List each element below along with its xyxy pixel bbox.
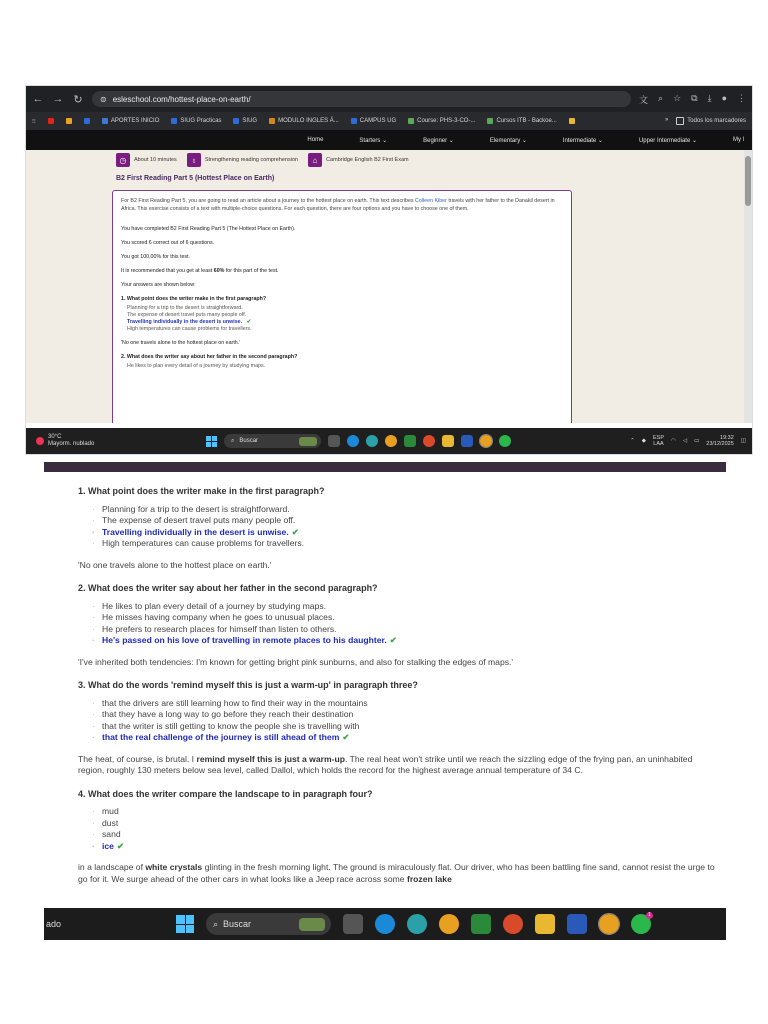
powerpoint-icon[interactable]	[423, 435, 435, 447]
nav-elementary[interactable]: Elementary ⌄	[489, 137, 527, 144]
question-1-title: 1. What point does the writer make in the first paragraph?	[78, 486, 325, 496]
apps-icon[interactable]: ⁝⁝	[32, 118, 36, 125]
score-text: You scored 6 correct out of 6 questions.	[121, 240, 215, 246]
bookmark-folder[interactable]	[569, 118, 575, 124]
system-tray	[630, 435, 752, 447]
answers-list	[44, 472, 726, 885]
battery-icon[interactable]: ▭	[694, 438, 700, 444]
more-bookmarks-button[interactable]: »	[664, 117, 669, 123]
taskbar-search[interactable]: ⌕ Buscar	[224, 434, 321, 448]
notifications-icon[interactable]: ◫	[740, 438, 746, 444]
check-icon: ✔	[291, 526, 299, 537]
nav-upper-intermediate[interactable]: Upper Intermediate ⌄	[638, 137, 697, 144]
option: · He likes to plan every detail of a journey by studying maps.	[78, 601, 726, 613]
translate-icon[interactable]: 文	[639, 94, 649, 105]
zoom-icon[interactable]: ⌕	[658, 92, 664, 103]
option: Planning for a trip to the desert is straightforward.	[127, 305, 243, 311]
menu-icon[interactable]: ⋮	[737, 92, 746, 103]
edge-icon[interactable]	[347, 435, 359, 447]
start-icon[interactable]	[206, 436, 217, 447]
clock[interactable]: 19:32 23/12/2025	[706, 435, 734, 447]
search-icon: ⌕	[231, 437, 235, 444]
correct-option: · Travelling individually in the desert is unwise. ✔	[78, 527, 726, 539]
option: · The expense of desert travel puts many people off.	[78, 515, 726, 527]
language-indicator[interactable]: ESP LAA	[653, 435, 665, 447]
chevron-up-icon[interactable]: ⌃	[630, 438, 635, 444]
question-1-title: 1. What point does the writer make in the first paragraph?	[121, 296, 267, 302]
chrome-active-icon[interactable]	[480, 435, 492, 447]
author-link[interactable]: Colleen Kiber	[415, 198, 447, 204]
question-1-options	[121, 305, 563, 333]
browser-screenshot	[26, 86, 752, 454]
correct-option: · that the real challenge of the journey is still ahead of them ✔	[78, 732, 726, 744]
recommend-text: It is recommended that you get at least 60% for this part of the test.	[121, 268, 279, 274]
word-icon[interactable]	[567, 914, 587, 934]
nav-intermediate[interactable]: Intermediate ⌄	[562, 137, 603, 144]
duration-label: About 10 minutes	[134, 157, 177, 163]
search-highlight-icon	[299, 437, 317, 446]
site-info-icon[interactable]: ⊜	[100, 94, 107, 104]
bookmark-item[interactable]	[84, 118, 90, 124]
option: · that they have a long way to go before they reach their destination	[78, 709, 726, 721]
volume-icon[interactable]: ◁	[682, 438, 688, 444]
paragraph-4-excerpt: in a landscape of white crystals glinting in the fresh morning light. The ground is miraculously flat. Our driver, who has been battling fine sand, cannot resist the urge to go for it. We surge ahead of the other cars in what looks like a Jeep race across some frozen lake	[78, 862, 715, 884]
windows-taskbar-zoomed	[44, 908, 726, 940]
question-2-options	[78, 601, 726, 647]
browser-toolbar	[26, 86, 752, 112]
page-content	[26, 150, 752, 423]
clock-icon: ◷	[116, 153, 130, 167]
question-1-options	[78, 504, 726, 550]
dropbox-icon[interactable]: ◆	[641, 438, 646, 444]
nav-beginner[interactable]: Beginner ⌄	[423, 137, 454, 144]
nav-home[interactable]: Home	[307, 137, 324, 143]
address-bar[interactable]	[92, 91, 631, 107]
question-2-title: 2. What does the writer say about her father in the second paragraph?	[121, 354, 298, 360]
question-3-options	[78, 698, 726, 744]
file-explorer-icon[interactable]	[442, 435, 454, 447]
forward-icon[interactable]: →	[52, 93, 64, 105]
whatsapp-icon[interactable]	[631, 914, 651, 934]
start-icon[interactable]	[176, 915, 194, 933]
answers-label: Your answers are shown below:	[121, 282, 196, 288]
powerpoint-icon[interactable]	[503, 914, 523, 934]
check-icon: ✔	[342, 732, 350, 742]
weather-text: Mayorm. nublado	[48, 441, 95, 447]
wifi-icon[interactable]: ◠	[671, 438, 676, 444]
site-navigation	[26, 130, 752, 150]
option: He likes to plan every detail of a journey by studying maps.	[127, 363, 266, 369]
percent-text: You got 100,00% for this test.	[121, 254, 191, 260]
quiz-results-card	[112, 190, 572, 423]
taskbar-left-text: ado	[46, 919, 62, 929]
option: · He misses having company when he goes to unusual places.	[78, 612, 726, 624]
option: High temperatures can cause problems for travellers.	[127, 326, 252, 332]
option: · sand	[78, 829, 726, 841]
option: · Planning for a trip to the desert is straightforward.	[78, 504, 726, 516]
task-view-icon[interactable]	[328, 435, 340, 447]
check-icon: ✔	[389, 635, 397, 645]
bookmark-item[interactable]: CAMPUS UG	[351, 118, 396, 124]
option: · dust	[78, 818, 726, 830]
zoomed-screenshot	[44, 462, 726, 940]
chrome-icon[interactable]	[439, 914, 459, 934]
notification-badge: 1	[646, 912, 653, 919]
question-1-quote: 'No one travels alone to the hottest place on earth.'	[121, 340, 241, 346]
app-icon[interactable]	[471, 914, 491, 934]
page-title: B2 First Reading Part 5 (Hottest Place on Earth)	[116, 175, 275, 182]
option: · He prefers to research places for himself than listen to others.	[78, 624, 726, 636]
option: · High temperatures can cause problems for travellers.	[78, 538, 726, 550]
bookmark-item[interactable]: Cursos ITB - Backoe...	[487, 118, 556, 124]
correct-option: · He's passed on his love of travelling in remote places to his daughter. ✔	[78, 635, 726, 647]
profile-icon[interactable]: ●	[721, 92, 727, 103]
correct-option: Travelling individually in the desert is unwise. ✔	[127, 319, 252, 325]
weather-icon	[36, 437, 44, 445]
download-icon[interactable]: ⤓	[707, 92, 712, 103]
bookmark-item[interactable]: SIUG	[233, 118, 257, 124]
app-icon[interactable]	[366, 435, 378, 447]
extensions-icon[interactable]: ⧉	[691, 92, 698, 103]
bookmark-item[interactable]: Course: PHS-3-CO-...	[408, 118, 475, 124]
bookmark-item[interactable]: APORTES INICIO	[102, 118, 160, 124]
completed-text: You have completed B2 First Reading Part 5 (The Hottest Place on Earth).	[121, 226, 296, 232]
intro-text: For B2 First Reading Part 5, you are going to read an article about a journey to the hottest place on earth. This text describes Colleen Kiber travels with her father to the Danakil desert in Africa. This exercise consists of a text with multiple-choice questions. For each question, there are four options and you have to choose one of them.	[121, 198, 555, 212]
question-4-title: 4. What does the writer compare the landscape to in paragraph four?	[78, 788, 373, 799]
nav-starters[interactable]: Starters ⌄	[359, 137, 388, 144]
whatsapp-icon[interactable]	[499, 435, 511, 447]
institution-icon: ⌂	[308, 153, 322, 167]
app-icon[interactable]	[404, 435, 416, 447]
scrollbar[interactable]	[744, 150, 752, 423]
skill-label: Strengthening reading comprehension	[204, 157, 299, 163]
question-2-quote: 'I've inherited both tendencies: I'm known for getting bright pink sunburns, and also for stalking the edges of maps.'	[78, 656, 514, 667]
taskbar-search[interactable]: ⌕ Buscar	[206, 913, 331, 935]
app-icon[interactable]	[407, 914, 427, 934]
back-icon[interactable]: ←	[32, 93, 44, 105]
scrollbar-thumb[interactable]	[745, 156, 751, 206]
all-bookmarks-folder[interactable]: Todos los marcadores	[676, 117, 746, 125]
file-explorer-icon[interactable]	[535, 914, 555, 934]
exercise-badges	[26, 150, 752, 167]
bookmark-youtube[interactable]	[48, 118, 54, 124]
bookmark-item[interactable]	[66, 118, 72, 124]
task-view-icon[interactable]	[343, 914, 363, 934]
bookmark-item[interactable]: MODULO INGLES Á...	[269, 118, 339, 124]
question-3-title: 3. What do the words 'remind myself this is just a warm-up' in paragraph three?	[78, 680, 418, 690]
chrome-icon[interactable]	[385, 435, 397, 447]
question-1-quote: 'No one travels alone to the hottest place on earth.'	[78, 559, 272, 570]
search-highlight-icon	[299, 918, 325, 931]
option: · mud	[78, 806, 726, 818]
correct-option: · ice ✔	[78, 841, 726, 853]
nav-my-account[interactable]: My l	[733, 137, 744, 143]
question-2-title: 2. What does the writer say about her father in the second paragraph?	[78, 583, 378, 593]
option: · that the drivers are still learning how to find their way in the mountains	[78, 698, 726, 710]
check-icon: ✔	[116, 840, 125, 851]
search-icon: ⌕	[213, 918, 219, 929]
chrome-active-icon[interactable]	[599, 914, 619, 934]
header-strip	[44, 462, 726, 472]
reload-icon[interactable]: ↻	[73, 93, 83, 106]
lightbulb-icon: ♁	[187, 153, 201, 167]
exam-label: Cambridge English B2 First Exam	[326, 157, 409, 163]
windows-taskbar	[26, 428, 752, 454]
question-4-options	[78, 806, 726, 852]
bookmark-item[interactable]: SIUG Practicas	[171, 118, 221, 124]
option: The expense of desert travel puts many people off.	[127, 312, 247, 318]
paragraph-3-excerpt: The heat, of course, is brutal. I remind myself this is just a warm-up. The real heat won't strike until we reach the sizzling edge of the frying pan, an uninhabited region, roughly 130 meters below sea level, called Dallol, which holds the record for the highest average annual temperature of 34 C.	[78, 753, 693, 775]
url-text: esleschool.com/hottest-place-on-earth/	[112, 94, 251, 104]
word-icon[interactable]	[461, 435, 473, 447]
option: · that the writer is still getting to know the people she is travelling with	[78, 721, 726, 733]
edge-icon[interactable]	[375, 914, 395, 934]
star-icon[interactable]: ☆	[673, 92, 682, 103]
bookmarks-bar	[26, 112, 752, 130]
weather-widget[interactable]	[26, 434, 186, 448]
check-icon: ✔	[246, 319, 252, 325]
temperature: 30°C	[48, 434, 62, 440]
